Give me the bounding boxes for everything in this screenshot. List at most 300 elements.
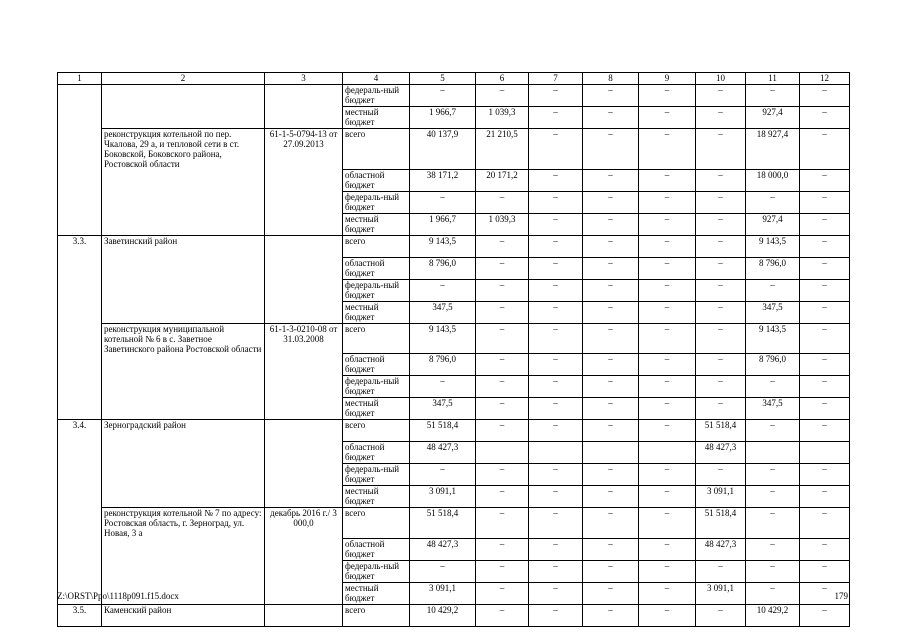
value-cell: – xyxy=(800,257,850,279)
section-number xyxy=(58,85,102,107)
file-path: Z:\ORST\Ppo\1118p091.f15.docx xyxy=(57,591,179,601)
funding-source: местный бюджет xyxy=(343,213,410,235)
funding-source: федераль-ный бюджет xyxy=(343,191,410,213)
value-cell: – xyxy=(639,508,696,539)
header-row xyxy=(58,73,850,85)
value-cell: – xyxy=(696,464,746,486)
value-cell: – xyxy=(476,376,529,398)
value-cell: – xyxy=(800,129,850,170)
funding-source: федераль-ный бюджет xyxy=(343,376,410,398)
value-cell: 48 427,3 xyxy=(696,538,746,560)
budget-table xyxy=(57,72,850,627)
value-cell: – xyxy=(529,257,583,279)
value-cell: – xyxy=(639,560,696,582)
object-name: Зерноградский район xyxy=(102,420,265,442)
value-cell: – xyxy=(583,560,639,582)
value-cell: 51 518,4 xyxy=(410,508,476,539)
value-cell: – xyxy=(476,323,529,354)
value-cell: – xyxy=(746,464,800,486)
object-name: реконструкция котельной по пер. Чкалова, 29 а, и тепловой сети в ст. Боковской, Боковского района, Ростовской области xyxy=(102,129,265,170)
funding-source: всего xyxy=(343,323,410,354)
doc-reference xyxy=(265,301,343,323)
table-row xyxy=(58,301,850,323)
value-cell: 18 000,0 xyxy=(746,169,800,191)
value-cell: – xyxy=(583,582,639,604)
value-cell: – xyxy=(529,129,583,170)
section-number xyxy=(58,213,102,235)
value-cell: – xyxy=(639,486,696,508)
value-cell: – xyxy=(696,376,746,398)
value-cell: – xyxy=(583,129,639,170)
value-cell: – xyxy=(529,486,583,508)
section-number xyxy=(58,169,102,191)
value-cell: – xyxy=(583,257,639,279)
doc-reference xyxy=(265,279,343,301)
section-number xyxy=(58,486,102,508)
value-cell: 51 518,4 xyxy=(696,508,746,539)
value-cell: 8 796,0 xyxy=(746,354,800,376)
doc-reference xyxy=(265,376,343,398)
value-cell: – xyxy=(800,213,850,235)
object-name: Заветинский район xyxy=(102,235,265,257)
section-number xyxy=(58,560,102,582)
value-cell: – xyxy=(529,279,583,301)
value-cell: – xyxy=(529,582,583,604)
value-cell: 1 039,3 xyxy=(476,213,529,235)
funding-source: местный бюджет xyxy=(343,107,410,129)
object-name xyxy=(102,279,265,301)
value-cell: – xyxy=(476,191,529,213)
column-number: 11 xyxy=(746,73,800,85)
value-cell: 347,5 xyxy=(410,301,476,323)
table-row xyxy=(58,213,850,235)
section-number xyxy=(58,257,102,279)
funding-source: всего xyxy=(343,508,410,539)
object-name xyxy=(102,376,265,398)
table-row xyxy=(58,107,850,129)
doc-reference xyxy=(265,85,343,107)
funding-source: местный бюджет xyxy=(343,398,410,420)
value-cell: – xyxy=(410,85,476,107)
value-cell: – xyxy=(583,508,639,539)
value-cell: 40 137,9 xyxy=(410,129,476,170)
doc-reference xyxy=(265,420,343,442)
funding-source: всего xyxy=(343,420,410,442)
funding-source: местный бюджет xyxy=(343,582,410,604)
value-cell: – xyxy=(583,191,639,213)
value-cell: 927,4 xyxy=(746,213,800,235)
object-name xyxy=(102,85,265,107)
object-name: реконструкция муниципальной котельной № 6 в с. Заветное Заветинского района Ростовской области xyxy=(102,323,265,354)
value-cell xyxy=(800,442,850,464)
value-cell: – xyxy=(746,508,800,539)
doc-reference xyxy=(265,191,343,213)
object-name xyxy=(102,191,265,213)
object-name xyxy=(102,442,265,464)
funding-source: областной бюджет xyxy=(343,442,410,464)
funding-source: областной бюджет xyxy=(343,169,410,191)
value-cell: 10 429,2 xyxy=(746,604,800,626)
section-number xyxy=(58,442,102,464)
value-cell: – xyxy=(529,420,583,442)
value-cell: – xyxy=(410,376,476,398)
value-cell: 347,5 xyxy=(410,398,476,420)
section-number xyxy=(58,538,102,560)
value-cell: – xyxy=(639,301,696,323)
funding-source: федераль-ный бюджет xyxy=(343,279,410,301)
value-cell: – xyxy=(800,560,850,582)
doc-reference xyxy=(265,169,343,191)
column-number: 6 xyxy=(476,73,529,85)
doc-reference xyxy=(265,213,343,235)
value-cell: – xyxy=(696,169,746,191)
value-cell: – xyxy=(639,604,696,626)
value-cell: – xyxy=(639,169,696,191)
doc-reference xyxy=(265,582,343,604)
funding-source: всего xyxy=(343,129,410,170)
value-cell: – xyxy=(800,235,850,257)
value-cell: – xyxy=(583,464,639,486)
table-row xyxy=(58,191,850,213)
value-cell: – xyxy=(476,301,529,323)
table-row xyxy=(58,376,850,398)
funding-source: областной бюджет xyxy=(343,354,410,376)
value-cell: – xyxy=(639,354,696,376)
doc-reference: 61-1-3-0210-08 от 31.03.2008 xyxy=(265,323,343,354)
value-cell: – xyxy=(696,301,746,323)
value-cell: – xyxy=(696,560,746,582)
value-cell: 9 143,5 xyxy=(410,235,476,257)
value-cell: 927,4 xyxy=(746,107,800,129)
section-number: 3.4. xyxy=(58,420,102,442)
value-cell: – xyxy=(696,257,746,279)
doc-reference xyxy=(265,442,343,464)
value-cell: – xyxy=(746,279,800,301)
funding-source: федераль-ный бюджет xyxy=(343,85,410,107)
value-cell: – xyxy=(476,354,529,376)
value-cell: 48 427,3 xyxy=(696,442,746,464)
value-cell: 8 796,0 xyxy=(410,354,476,376)
funding-source: областной бюджет xyxy=(343,257,410,279)
value-cell: – xyxy=(639,582,696,604)
section-number xyxy=(58,301,102,323)
value-cell: – xyxy=(529,604,583,626)
value-cell: 3 091,1 xyxy=(410,486,476,508)
value-cell xyxy=(746,442,800,464)
column-number: 2 xyxy=(102,73,265,85)
doc-reference xyxy=(265,107,343,129)
value-cell: – xyxy=(800,464,850,486)
value-cell: – xyxy=(696,604,746,626)
value-cell: – xyxy=(529,376,583,398)
value-cell: 48 427,3 xyxy=(410,538,476,560)
value-cell: – xyxy=(800,169,850,191)
funding-source: федераль-ный бюджет xyxy=(343,560,410,582)
doc-reference xyxy=(265,560,343,582)
section-number xyxy=(58,464,102,486)
object-name xyxy=(102,301,265,323)
value-cell: – xyxy=(639,129,696,170)
column-number: 3 xyxy=(265,73,343,85)
section-number: 3.5. xyxy=(58,604,102,626)
value-cell: 9 143,5 xyxy=(410,323,476,354)
value-cell: 347,5 xyxy=(746,398,800,420)
column-number: 9 xyxy=(639,73,696,85)
value-cell: – xyxy=(639,235,696,257)
value-cell: 38 171,2 xyxy=(410,169,476,191)
value-cell: – xyxy=(410,560,476,582)
object-name xyxy=(102,354,265,376)
section-number xyxy=(58,323,102,354)
column-number: 12 xyxy=(800,73,850,85)
value-cell: – xyxy=(639,191,696,213)
table-row xyxy=(58,323,850,354)
value-cell: – xyxy=(696,85,746,107)
funding-source: всего xyxy=(343,604,410,626)
value-cell: – xyxy=(476,582,529,604)
value-cell: – xyxy=(800,486,850,508)
value-cell: – xyxy=(476,235,529,257)
value-cell: 1 966,7 xyxy=(410,213,476,235)
value-cell: 18 927,4 xyxy=(746,129,800,170)
value-cell: – xyxy=(639,464,696,486)
table-row xyxy=(58,398,850,420)
object-name xyxy=(102,169,265,191)
value-cell: 3 091,1 xyxy=(410,582,476,604)
value-cell: – xyxy=(639,398,696,420)
doc-reference xyxy=(265,257,343,279)
value-cell: 10 429,2 xyxy=(410,604,476,626)
value-cell: – xyxy=(583,301,639,323)
value-cell: – xyxy=(410,191,476,213)
value-cell: – xyxy=(639,323,696,354)
value-cell: – xyxy=(529,107,583,129)
table-row xyxy=(58,486,850,508)
value-cell: 8 796,0 xyxy=(746,257,800,279)
value-cell: – xyxy=(476,486,529,508)
value-cell: – xyxy=(476,560,529,582)
object-name xyxy=(102,398,265,420)
value-cell: – xyxy=(476,464,529,486)
page-number: 179 xyxy=(834,591,848,601)
doc-reference xyxy=(265,486,343,508)
section-number xyxy=(58,107,102,129)
value-cell: – xyxy=(696,213,746,235)
value-cell: – xyxy=(476,604,529,626)
value-cell: – xyxy=(529,538,583,560)
value-cell: – xyxy=(800,191,850,213)
table-row xyxy=(58,169,850,191)
value-cell: – xyxy=(476,508,529,539)
object-name xyxy=(102,107,265,129)
value-cell: – xyxy=(529,235,583,257)
column-number: 7 xyxy=(529,73,583,85)
value-cell: – xyxy=(696,191,746,213)
value-cell: – xyxy=(529,354,583,376)
value-cell: – xyxy=(639,279,696,301)
table-row xyxy=(58,257,850,279)
value-cell: – xyxy=(800,604,850,626)
value-cell: 1 966,7 xyxy=(410,107,476,129)
value-cell: – xyxy=(529,560,583,582)
doc-reference xyxy=(265,604,343,626)
table-row xyxy=(58,420,850,442)
value-cell: – xyxy=(529,398,583,420)
table-row xyxy=(58,279,850,301)
value-cell: 8 796,0 xyxy=(410,257,476,279)
value-cell: – xyxy=(583,354,639,376)
value-cell: 48 427,3 xyxy=(410,442,476,464)
value-cell xyxy=(529,442,583,464)
table-row xyxy=(58,129,850,170)
value-cell: – xyxy=(583,213,639,235)
value-cell: – xyxy=(696,279,746,301)
value-cell: – xyxy=(696,235,746,257)
table-row xyxy=(58,538,850,560)
value-cell: – xyxy=(639,420,696,442)
value-cell: – xyxy=(639,376,696,398)
value-cell: – xyxy=(746,486,800,508)
value-cell: – xyxy=(476,420,529,442)
doc-reference xyxy=(265,464,343,486)
value-cell: – xyxy=(746,376,800,398)
value-cell: – xyxy=(529,301,583,323)
value-cell: 347,5 xyxy=(746,301,800,323)
value-cell: – xyxy=(410,279,476,301)
table-row xyxy=(58,354,850,376)
value-cell: – xyxy=(800,323,850,354)
value-cell: – xyxy=(583,604,639,626)
value-cell: – xyxy=(800,107,850,129)
value-cell: – xyxy=(746,191,800,213)
value-cell xyxy=(639,442,696,464)
value-cell: – xyxy=(696,354,746,376)
section-number xyxy=(58,279,102,301)
funding-source: федераль-ный бюджет xyxy=(343,464,410,486)
section-number xyxy=(58,398,102,420)
doc-reference: декабрь 2016 г./ 3 000,0 xyxy=(265,508,343,539)
value-cell: – xyxy=(583,107,639,129)
value-cell: – xyxy=(800,420,850,442)
value-cell: 9 143,5 xyxy=(746,235,800,257)
value-cell: 21 210,5 xyxy=(476,129,529,170)
funding-source: всего xyxy=(343,235,410,257)
value-cell: – xyxy=(800,279,850,301)
value-cell: 3 091,1 xyxy=(696,486,746,508)
value-cell: – xyxy=(746,560,800,582)
table-row xyxy=(58,85,850,107)
column-number: 1 xyxy=(58,73,102,85)
value-cell: – xyxy=(410,464,476,486)
funding-source: местный бюджет xyxy=(343,486,410,508)
value-cell: – xyxy=(476,398,529,420)
value-cell: – xyxy=(639,257,696,279)
table-row xyxy=(58,604,850,626)
value-cell: – xyxy=(476,85,529,107)
value-cell: – xyxy=(800,538,850,560)
table-row xyxy=(58,442,850,464)
doc-reference xyxy=(265,398,343,420)
value-cell: 9 143,5 xyxy=(746,323,800,354)
object-name xyxy=(102,538,265,560)
value-cell: – xyxy=(696,107,746,129)
value-cell: 51 518,4 xyxy=(696,420,746,442)
object-name xyxy=(102,486,265,508)
value-cell: – xyxy=(529,213,583,235)
value-cell: – xyxy=(800,85,850,107)
funding-source: местный бюджет xyxy=(343,301,410,323)
value-cell: 51 518,4 xyxy=(410,420,476,442)
value-cell: – xyxy=(583,235,639,257)
value-cell: 20 171,2 xyxy=(476,169,529,191)
value-cell: – xyxy=(800,582,850,604)
section-number xyxy=(58,129,102,170)
doc-reference xyxy=(265,354,343,376)
doc-reference xyxy=(265,235,343,257)
table-row xyxy=(58,508,850,539)
value-cell: – xyxy=(639,107,696,129)
value-cell: – xyxy=(639,213,696,235)
column-number: 10 xyxy=(696,73,746,85)
value-cell: – xyxy=(476,257,529,279)
value-cell xyxy=(476,442,529,464)
object-name xyxy=(102,257,265,279)
value-cell: – xyxy=(800,398,850,420)
value-cell: – xyxy=(696,129,746,170)
value-cell: – xyxy=(583,323,639,354)
doc-reference xyxy=(265,538,343,560)
value-cell: 3 091,1 xyxy=(696,582,746,604)
section-number: 3.3. xyxy=(58,235,102,257)
table-row xyxy=(58,560,850,582)
value-cell: – xyxy=(583,85,639,107)
doc-reference: 61-1-5-0794-13 от 27.09.2013 xyxy=(265,129,343,170)
column-number: 8 xyxy=(583,73,639,85)
value-cell: – xyxy=(639,85,696,107)
object-name: реконструкция котельной № 7 по адресу: Ростовская область, г. Зерноград, ул. Новая, 3 а xyxy=(102,508,265,539)
value-cell: – xyxy=(529,508,583,539)
column-number: 4 xyxy=(343,73,410,85)
value-cell: – xyxy=(800,354,850,376)
value-cell: – xyxy=(476,538,529,560)
value-cell: – xyxy=(583,420,639,442)
section-number xyxy=(58,376,102,398)
table-row xyxy=(58,235,850,257)
column-number: 5 xyxy=(410,73,476,85)
value-cell: – xyxy=(583,169,639,191)
value-cell: – xyxy=(583,376,639,398)
value-cell: – xyxy=(800,376,850,398)
value-cell: – xyxy=(583,486,639,508)
value-cell: – xyxy=(696,323,746,354)
value-cell: – xyxy=(746,582,800,604)
object-name xyxy=(102,560,265,582)
section-number xyxy=(58,191,102,213)
object-name: Каменский район xyxy=(102,604,265,626)
section-number xyxy=(58,508,102,539)
value-cell: – xyxy=(583,279,639,301)
value-cell: – xyxy=(476,279,529,301)
value-cell xyxy=(583,442,639,464)
value-cell: 1 039,3 xyxy=(476,107,529,129)
value-cell: – xyxy=(583,398,639,420)
value-cell: – xyxy=(529,85,583,107)
value-cell: – xyxy=(746,538,800,560)
value-cell: – xyxy=(800,508,850,539)
value-cell: – xyxy=(583,538,639,560)
section-number xyxy=(58,354,102,376)
value-cell: – xyxy=(529,191,583,213)
